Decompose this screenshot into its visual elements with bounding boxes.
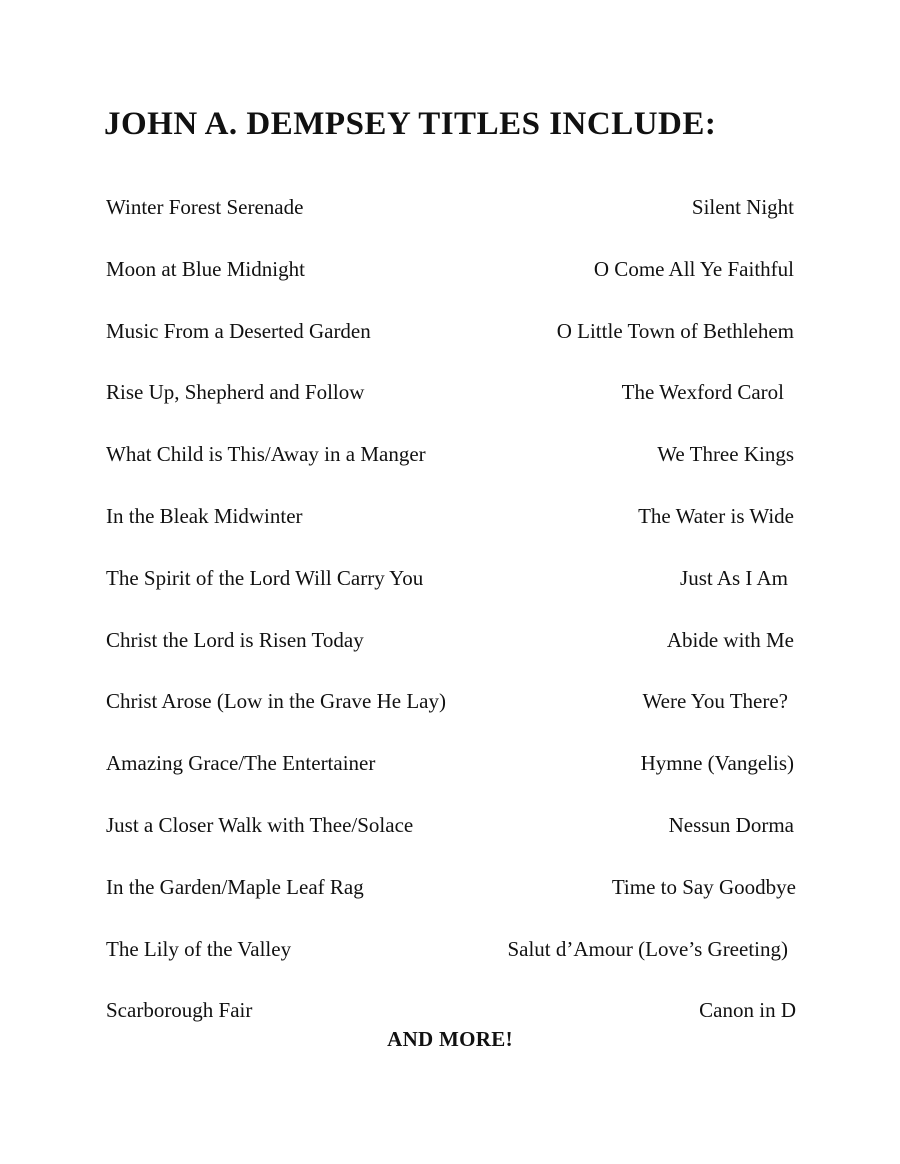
title-right: O Little Town of Bethlehem: [556, 318, 794, 343]
title-left: Christ the Lord is Risen Today: [106, 627, 364, 652]
title-left: Christ Arose (Low in the Grave He Lay): [106, 689, 446, 714]
title-row: [106, 873, 794, 935]
title-left: Moon at Blue Midnight: [106, 256, 305, 281]
title-left: Winter Forest Serenade: [106, 195, 304, 219]
title-left: Amazing Grace/The Entertainer: [106, 751, 376, 776]
title-row: [106, 502, 794, 564]
title-left: Just a Closer Walk with Thee/Solace: [106, 812, 414, 837]
title-right: Abide with Me: [666, 627, 794, 652]
title-row: [106, 440, 794, 502]
title-row: [106, 626, 794, 688]
title-list: [106, 193, 794, 1058]
title-right: O Come All Ye Faithful: [593, 256, 794, 281]
title-row: [106, 687, 794, 749]
title-left: In the Bleak Midwinter: [106, 503, 303, 528]
page-title: JOHN A. DEMPSEY TITLES INCLUDE:: [104, 106, 717, 142]
title-right: Time to Say Goodbye: [611, 874, 796, 899]
title-left: Music From a Deserted Garden: [106, 318, 371, 343]
title-left: What Child is This/Away in a Manger: [106, 442, 426, 467]
title-left: Scarborough Fair: [106, 998, 253, 1023]
title-right: The Water is Wide: [638, 503, 794, 528]
title-right: Nessun Dorma: [668, 812, 794, 837]
title-row: [106, 749, 794, 811]
title-row: [106, 935, 794, 997]
title-right: Silent Night: [691, 195, 794, 219]
title-row: [106, 317, 794, 379]
title-right: We Three Kings: [657, 442, 794, 467]
title-right: Canon in D: [699, 998, 796, 1023]
title-row: [106, 378, 794, 440]
and-more-footer: AND MORE!: [387, 1027, 513, 1051]
title-row: [106, 564, 794, 626]
title-left: The Lily of the Valley: [106, 936, 292, 961]
title-left: The Spirit of the Lord Will Carry You: [106, 565, 424, 590]
title-right: Hymne (Vangelis): [640, 751, 794, 776]
title-left: Rise Up, Shepherd and Follow: [106, 380, 365, 405]
title-right: Salut d’Amour (Love’s Greeting): [507, 936, 788, 961]
title-right: The Wexford Carol: [621, 380, 784, 405]
title-row: [106, 255, 794, 317]
title-row: [106, 811, 794, 873]
title-left: In the Garden/Maple Leaf Rag: [106, 874, 364, 899]
title-row: [106, 193, 794, 255]
title-right: Were You There?: [642, 689, 788, 714]
title-right: Just As I Am: [680, 565, 788, 590]
